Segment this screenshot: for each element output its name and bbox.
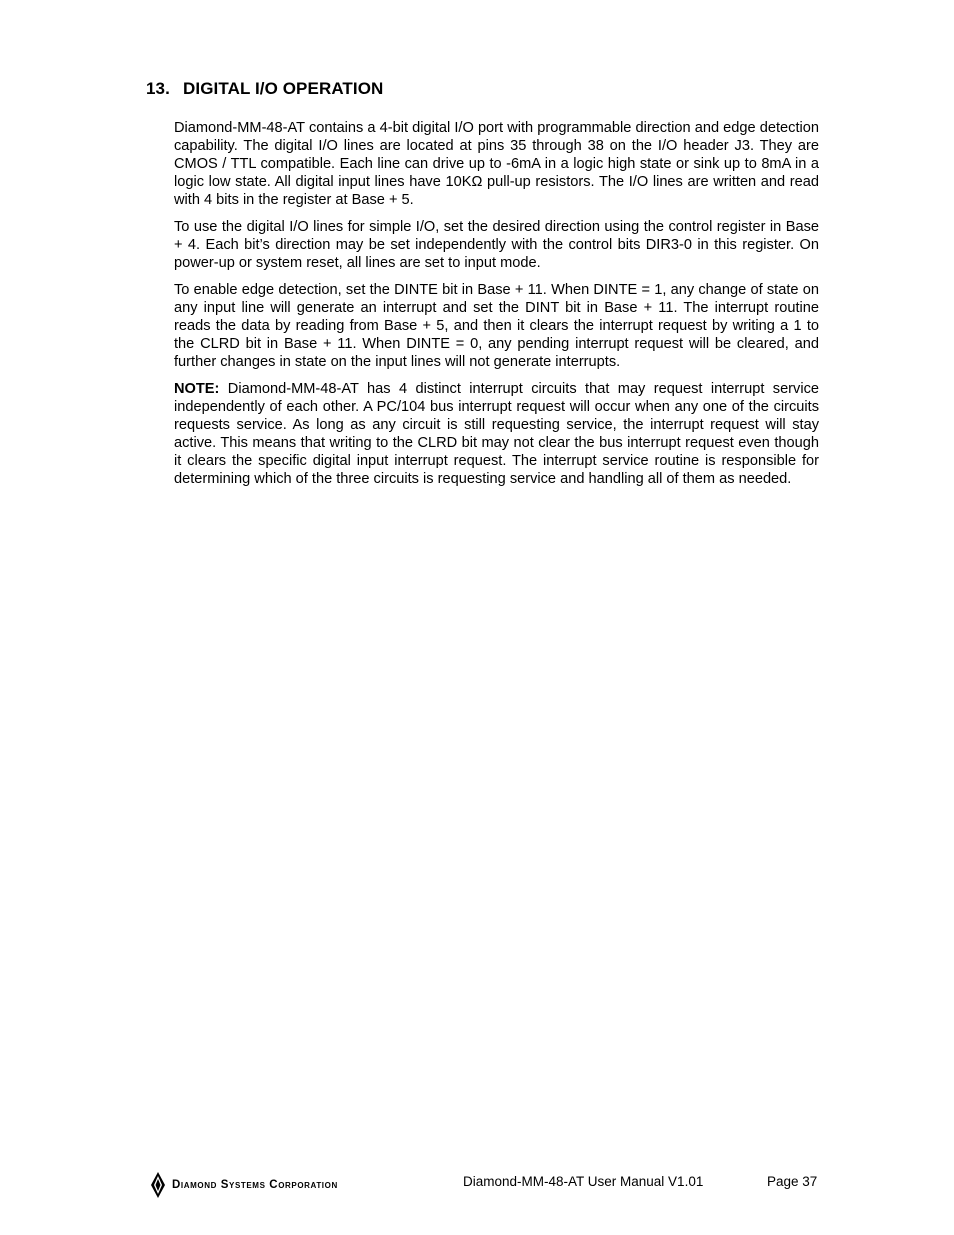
paragraph-simple-io: To use the digital I/O lines for simple I/O, set the desired direction using the control register in Base + 4. Each bit’s direction may be set independently with the control bits DIR3-0 in this register. On power-up or system reset, all lines are set to input mode. [174,219,819,271]
section-number: 13. [146,79,170,98]
note-text: Diamond-MM-48-AT has 4 distinct interrupt circuits that may request interrupt service independently of each other. A PC/104 bus interrupt request will occur when any one of the circuits requests service. As long as any circuit is still requesting service, the interrupt request will stay active. This means that writing to the CLRD bit may not clear the bus interrupt request even though it clears the specific digital input interrupt request. The interrupt service routine is responsible for determining which of the three circuits is requesting service and handling all of them as needed. [174,381,819,487]
diamond-icon [151,1172,165,1198]
section-title: DIGITAL I/O OPERATION [183,79,384,98]
note-label: NOTE: [174,381,220,397]
company-logo [151,1172,338,1198]
manual-title: Diamond-MM-48-AT User Manual V1.01 [463,1174,704,1189]
paragraph-note [174,380,819,488]
section-body [174,119,819,497]
section-heading [146,79,383,99]
company-name: Diamond Systems Corporation [172,1179,338,1191]
paragraph-edge-detection: To enable edge detection, set the DINTE bit in Base + 11. When DINTE = 1, any change of state on any input line will generate an interrupt and set the DINT bit in Base + 11. The interrupt routine reads the data by reading from Base + 5, and then it clears the interrupt request by writing a 1 to the CLRD bit in Base + 11. When DINTE = 0, any pending interrupt request will be cleared, and further changes in state on the input lines will not generate interrupts. [174,282,819,370]
paragraph-intro: Diamond-MM-48-AT contains a 4-bit digital I/O port with programmable direction and edge detection capability. The digital I/O lines are located at pins 35 through 38 on the I/O header J3. They are CMOS / TTL compatible. Each line can drive up to -6mA in a logic high state or sink up to 8mA in a logic low state. All digital input lines have 10KΩ pull-up resistors. The I/O lines are written and read with 4 bits in the register at Base + 5. [174,120,819,208]
page-number: Page 37 [767,1174,818,1189]
